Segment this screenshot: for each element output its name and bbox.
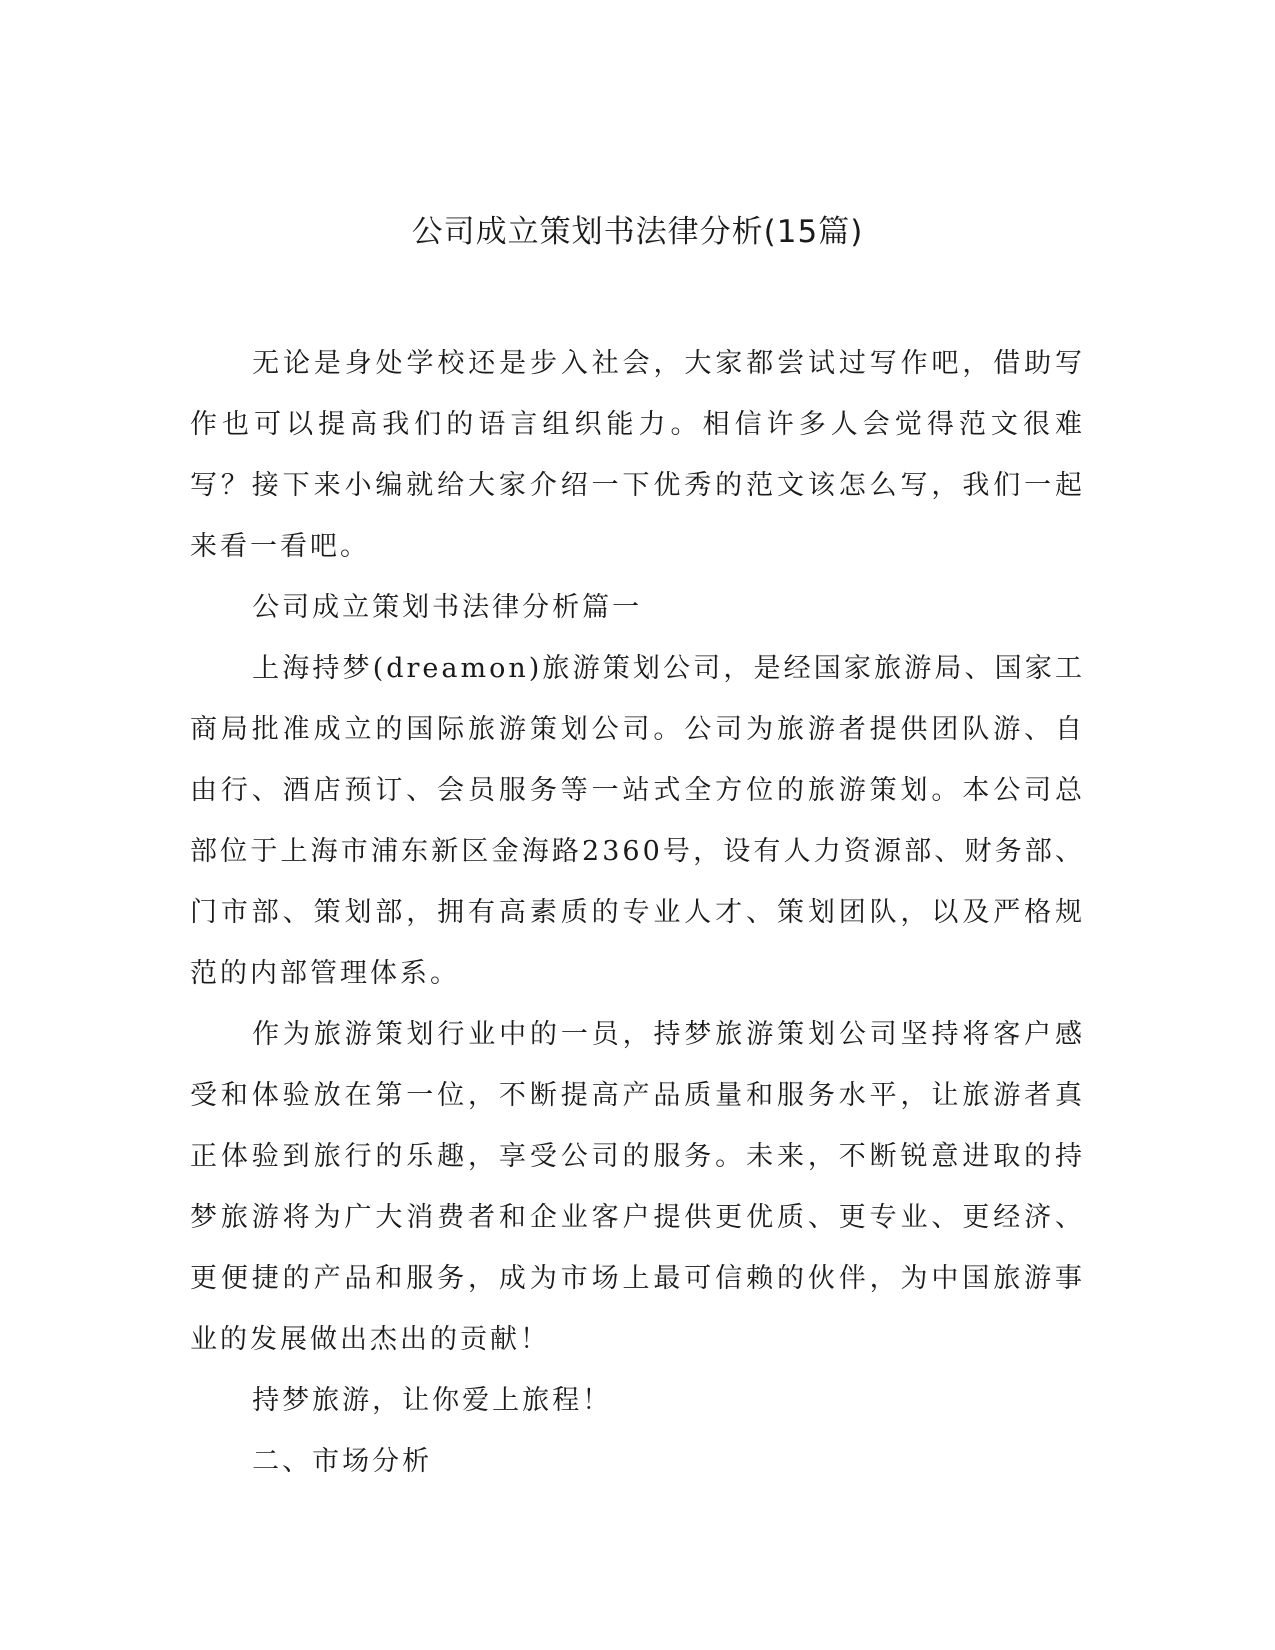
intro-paragraph: 无论是身处学校还是步入社会，大家都尝试过写作吧，借助写作也可以提高我们的语言组织能力。相信许多人会觉得范文很难写？接下来小编就给大家介绍一下优秀的范文该怎么写，我们一起来看一看吧。 [190, 348, 1085, 562]
company-vision-paragraph: 作为旅游策划行业中的一员，持梦旅游策划公司坚持将客户感受和体验放在第一位，不断提高产品质量和服务水平，让旅游者真正体验到旅行的乐趣，享受公司的服务。未来，不断锐意进取的持梦旅游将为广大消费者和企业客户提供更优质、更专业、更经济、更便捷的产品和服务，成为市场上最可信赖的伙伴，为中国旅游事业的发展做出杰出的贡献！ [190, 1019, 1085, 1355]
document-title: 公司成立策划书法律分析(15篇) [411, 214, 864, 250]
section-heading-market-analysis: 二、市场分析 [252, 1446, 433, 1477]
company-intro-paragraph: 上海持梦(dreamon)旅游策划公司，是经国家旅游局、国家工商局批准成立的国际旅游策划公司。公司为旅游者提供团队游、自由行、酒店预订、会员服务等一站式全方位的旅游策划。本公司总部位于上海市浦东新区金海路2360号，设有人力资源部、财务部、门市部、策划部，拥有高素质的专业人才、策划团队，以及严格规范的内部管理体系。 [190, 653, 1085, 989]
slogan-paragraph: 持梦旅游，让你爱上旅程！ [252, 1385, 613, 1416]
document-body [190, 333, 1085, 1492]
section-heading-part-one: 公司成立策划书法律分析篇一 [252, 592, 643, 623]
